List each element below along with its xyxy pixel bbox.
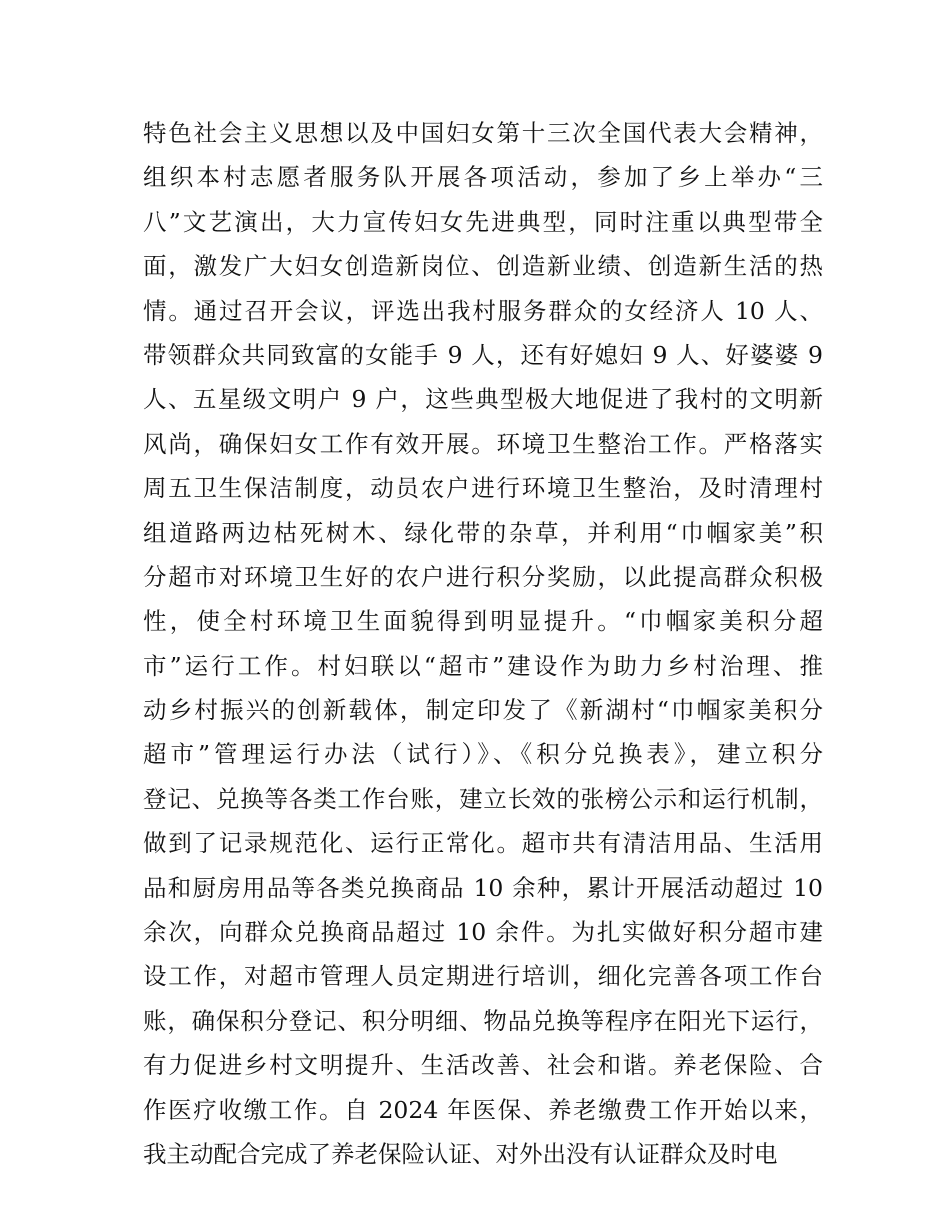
text-line: 带领群众共同致富的女能手 9 人，还有好媳妇 9 人、好婆婆 9 [143,340,823,369]
text-line: 超市”管理运行办法（试行）》、《积分兑换表》，建立积分 [143,740,823,769]
text-line: 有力促进乡村文明提升、生活改善、社会和谐。养老保险、合 [143,1051,823,1080]
text-line: 性，使全村环境卫生面貌得到明显提升。“巾帼家美积分超 [143,607,823,636]
text-line: 周五卫生保洁制度，动员农户进行环境卫生整治，及时清理村 [143,474,823,503]
text-line: 账，确保积分登记、积分明细、物品兑换等程序在阳光下运行， [143,1006,823,1035]
text-line: 人、五星级文明户 9 户，这些典型极大地促进了我村的文明新 [143,385,823,414]
text-line: 情。通过召开会议，评选出我村服务群众的女经济人 10 人、 [143,296,823,325]
text-line: 风尚，确保妇女工作有效开展。环境卫生整治工作。严格落实 [143,429,823,458]
body-text [143,111,823,1176]
text-line: 分超市对环境卫生好的农户进行积分奖励，以此提高群众积极 [143,562,823,591]
text-line: 设工作，对超市管理人员定期进行培训，细化完善各项工作台 [143,962,823,991]
text-line: 面，激发广大妇女创造新岗位、创造新业绩、创造新生活的热 [143,252,823,281]
text-line: 组织本村志愿者服务队开展各项活动，参加了乡上举办“三 [143,163,823,192]
text-line: 我主动配合完成了养老保险认证、对外出没有认证群众及时电 [143,1139,778,1168]
text-line: 做到了记录规范化、运行正常化。超市共有清洁用品、生活用 [143,829,823,858]
text-line: 市”运行工作。村妇联以“超市”建设作为助力乡村治理、推 [143,651,823,680]
text-line: 动乡村振兴的创新载体，制定印发了《新湖村“巾帼家美积分 [143,696,823,725]
text-line: 八”文艺演出，大力宣传妇女先进典型，同时注重以典型带全 [143,207,823,236]
text-line: 特色社会主义思想以及中国妇女第十三次全国代表大会精神， [143,119,823,147]
text-line: 作医疗收缴工作。自 2024 年医保、养老缴费工作开始以来， [143,1095,823,1124]
text-line: 品和厨房用品等各类兑换商品 10 余种，累计开展活动超过 10 [143,873,823,902]
text-line: 组道路两边枯死树木、绿化带的杂草，并利用“巾帼家美”积 [143,518,823,547]
text-line: 登记、兑换等各类工作台账，建立长效的张榜公示和运行机制， [143,784,823,813]
text-line: 余次，向群众兑换商品超过 10 余件。为扎实做好积分超市建 [143,918,823,947]
